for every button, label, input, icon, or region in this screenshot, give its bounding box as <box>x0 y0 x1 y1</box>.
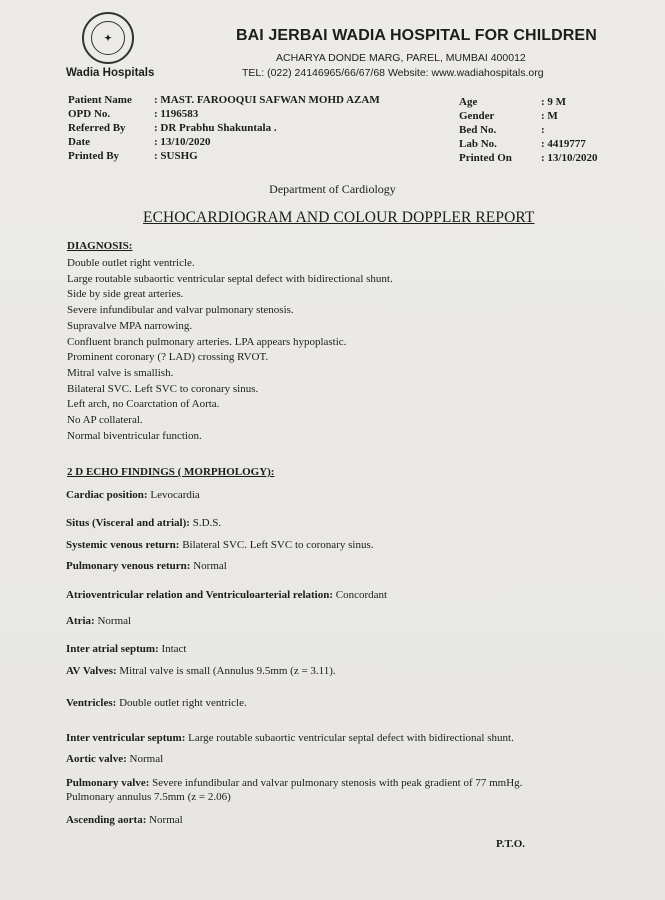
finding-av-va-relation <box>66 589 387 601</box>
diagnosis-item: Mitral valve is smallish. <box>67 366 174 379</box>
finding-label: Pulmonary valve: <box>66 777 150 789</box>
logo-caption: Wadia Hospitals <box>66 67 155 79</box>
finding-value: Normal <box>190 560 227 572</box>
info-row <box>68 149 380 163</box>
pto-note: P.T.O. <box>496 838 526 850</box>
info-value: : 4419777 <box>541 138 586 150</box>
finding-value: Severe infundibular and valvar pulmonary stenosis with peak gradient of 77 mmHg. <box>149 777 523 789</box>
hospital-address: ACHARYA DONDE MARG, PAREL, MUMBAI 400012 <box>276 52 526 64</box>
hospital-name: BAI JERBAI WADIA HOSPITAL FOR CHILDREN <box>236 27 597 44</box>
finding-label: Atria: <box>66 615 95 627</box>
finding-label: AV Valves: <box>66 665 117 677</box>
finding-inter-ventricular-septum <box>66 732 514 744</box>
info-label: Date <box>68 136 90 148</box>
info-label: Age <box>459 96 478 108</box>
finding-pulmonary-annulus <box>66 791 231 803</box>
info-label: Bed No. <box>459 124 497 136</box>
finding-label: Aortic valve: <box>66 753 127 765</box>
finding-label: Situs (Visceral and atrial): <box>66 517 190 529</box>
info-value: : 1196583 <box>154 108 199 120</box>
info-value: : 13/10/2020 <box>541 152 598 164</box>
diagnosis-item: Side by side great arteries. <box>67 288 184 301</box>
info-value: : 13/10/2020 <box>154 136 211 148</box>
logo-emblem-icon: ✦ <box>91 21 125 55</box>
finding-label: Systemic venous return: <box>66 539 180 551</box>
diagnosis-item: Left arch, no Coarctation of Aorta. <box>67 398 220 411</box>
finding-label: Pulmonary venous return: <box>66 560 191 572</box>
diagnosis-item: Large routable subaortic ventricular septal defect with bidirectional shunt. <box>67 272 393 285</box>
info-row <box>68 121 380 135</box>
finding-label: Ascending aorta: <box>66 814 147 826</box>
diagnosis-item: Severe infundibular and valvar pulmonary stenosis. <box>67 304 294 317</box>
info-row <box>68 135 380 149</box>
hospital-contact: TEL: (022) 24146965/66/67/68 Website: www.wadiahospitals.org <box>242 67 544 79</box>
info-value: : SUSHG <box>154 150 198 162</box>
info-value: : MAST. FAROOQUI SAFWAN MOHD AZAM <box>154 94 380 106</box>
info-label: Printed On <box>459 152 512 164</box>
finding-label: Atrioventricular relation and Ventriculoarterial relation: <box>66 589 334 601</box>
finding-av-valves <box>66 665 336 677</box>
info-label: Patient Name <box>68 94 132 106</box>
info-value: : 9 M <box>541 96 567 108</box>
finding-value: Normal <box>94 615 132 627</box>
diagnosis-item: Double outlet right ventricle. <box>67 257 195 269</box>
info-value: : M <box>541 110 558 122</box>
finding-value: Levocardia <box>147 489 200 501</box>
patient-info-left <box>68 93 380 163</box>
info-label: Printed By <box>68 150 120 162</box>
info-label: Lab No. <box>459 138 497 150</box>
finding-cardiac-position <box>66 489 200 501</box>
diagnosis-item: No AP collateral. <box>67 414 143 427</box>
finding-ventricles <box>66 697 247 709</box>
hospital-logo <box>82 12 134 64</box>
info-row <box>68 93 380 107</box>
finding-atria <box>66 615 131 627</box>
diagnosis-item: Confluent branch pulmonary arteries. LPA appears hypoplastic. <box>67 335 347 348</box>
diagnosis-item: Bilateral SVC. Left SVC to coronary sinus. <box>67 382 259 395</box>
diagnosis-item: Supravalve MPA narrowing. <box>67 319 193 332</box>
finding-pulmonary-venous-return <box>66 560 227 572</box>
info-row <box>459 109 598 123</box>
info-value: : DR Prabhu Shakuntala . <box>154 122 277 134</box>
info-label: Gender <box>459 110 495 122</box>
finding-situs <box>66 517 221 529</box>
info-value: : <box>541 124 545 136</box>
diagnosis-list <box>67 256 393 444</box>
department-name: Department of Cardiology <box>269 182 396 196</box>
finding-label: Cardiac position: <box>66 489 148 501</box>
finding-value: Bilateral SVC. Left SVC to coronary sinus. <box>179 539 374 551</box>
finding-aortic-valve <box>66 753 163 765</box>
finding-ascending-aorta <box>66 814 183 826</box>
info-label: OPD No. <box>68 108 111 120</box>
finding-value: Normal <box>126 753 164 765</box>
finding-value: Normal <box>146 814 183 826</box>
finding-value: Concordant <box>333 589 388 601</box>
info-row <box>459 151 598 165</box>
finding-value: Double outlet right ventricle. <box>116 697 247 709</box>
finding-value: Mitral valve is small (Annulus 9.5mm (z = 3.11). <box>116 665 336 677</box>
patient-info-right <box>459 95 598 165</box>
echo-findings-heading: 2 D ECHO FINDINGS ( MORPHOLOGY): <box>67 466 275 478</box>
info-row <box>459 123 598 137</box>
diagnosis-item: Prominent coronary (? LAD) crossing RVOT. <box>67 351 269 364</box>
finding-inter-atrial-septum <box>66 643 186 655</box>
diagnosis-item: Normal biventricular function. <box>67 429 202 442</box>
info-row <box>68 107 380 121</box>
finding-label: Inter atrial septum: <box>66 643 159 655</box>
info-row <box>459 95 598 109</box>
finding-value: Large routable subaortic ventricular septal defect with bidirectional shunt. <box>185 732 514 744</box>
finding-systemic-venous-return <box>66 539 373 551</box>
finding-value: Intact <box>158 643 187 655</box>
finding-value: Pulmonary annulus 7.5mm (z = 2.06) <box>66 791 231 803</box>
finding-label: Inter ventricular septum: <box>66 732 186 744</box>
finding-value: S.D.S. <box>189 517 222 529</box>
finding-pulmonary-valve <box>66 777 522 789</box>
report-title: ECHOCARDIOGRAM AND COLOUR DOPPLER REPORT <box>143 209 535 226</box>
diagnosis-heading: DIAGNOSIS: <box>67 240 133 252</box>
info-row <box>459 137 598 151</box>
info-label: Referred By <box>68 122 126 134</box>
finding-label: Ventricles: <box>66 697 117 709</box>
